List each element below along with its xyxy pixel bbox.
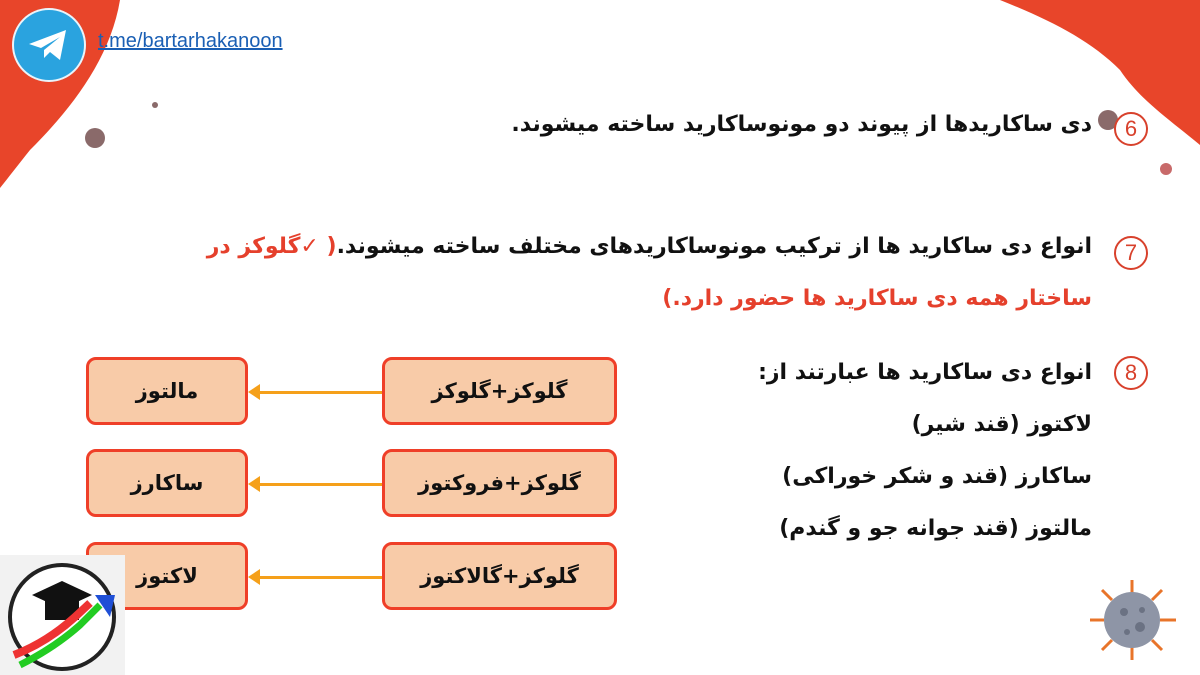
education-logo-icon — [0, 555, 125, 675]
virus-icon — [1082, 572, 1182, 667]
source-box: گلوکز+گالاکتوز — [382, 542, 617, 610]
telegram-channel-link[interactable]: t.me/bartarhakanoon — [98, 30, 283, 52]
telegram-icon[interactable] — [14, 10, 84, 80]
decorative-dot — [1160, 163, 1172, 175]
item-number-7: 7 — [1114, 236, 1148, 270]
result-box: ساکارز — [86, 449, 248, 517]
item-7-note-part1: ( ✓گلوکز در — [206, 234, 337, 259]
result-box: لاکتوز — [86, 542, 248, 610]
source-box: گلوکز+گلوکز — [382, 357, 617, 425]
item-8-title: انواع دی ساکارید ها عبارتند از: — [758, 360, 1092, 385]
item-number-8: 8 — [1114, 356, 1148, 390]
arrow-left — [258, 483, 382, 486]
item-8-list-item: لاکتوز (قند شیر) — [911, 412, 1092, 437]
arrow-left — [258, 391, 382, 394]
item-number-6: 6 — [1114, 112, 1148, 146]
item-7-text-main: انواع دی ساکارید ها از ترکیب مونوساکاریدهای مختلف ساخته میشوند. — [336, 234, 1092, 259]
decorative-dot — [85, 128, 105, 148]
arrow-left — [258, 576, 382, 579]
item-8-list-item: مالتوز (قند جوانه جو و گندم) — [779, 516, 1092, 541]
item-8-list-item: ساکارز (قند و شکر خوراکی) — [782, 464, 1092, 489]
source-box: گلوکز+فروکتوز — [382, 449, 617, 517]
item-6-text: دی ساکاریدها از پیوند دو مونوساکارید ساخته میشوند. — [511, 112, 1092, 137]
decorative-dot — [152, 102, 158, 108]
result-box: مالتوز — [86, 357, 248, 425]
item-7-note-part2: ساختار همه دی ساکارید ها حضور دارد.) — [662, 286, 1092, 311]
item-7-text — [142, 234, 1092, 259]
